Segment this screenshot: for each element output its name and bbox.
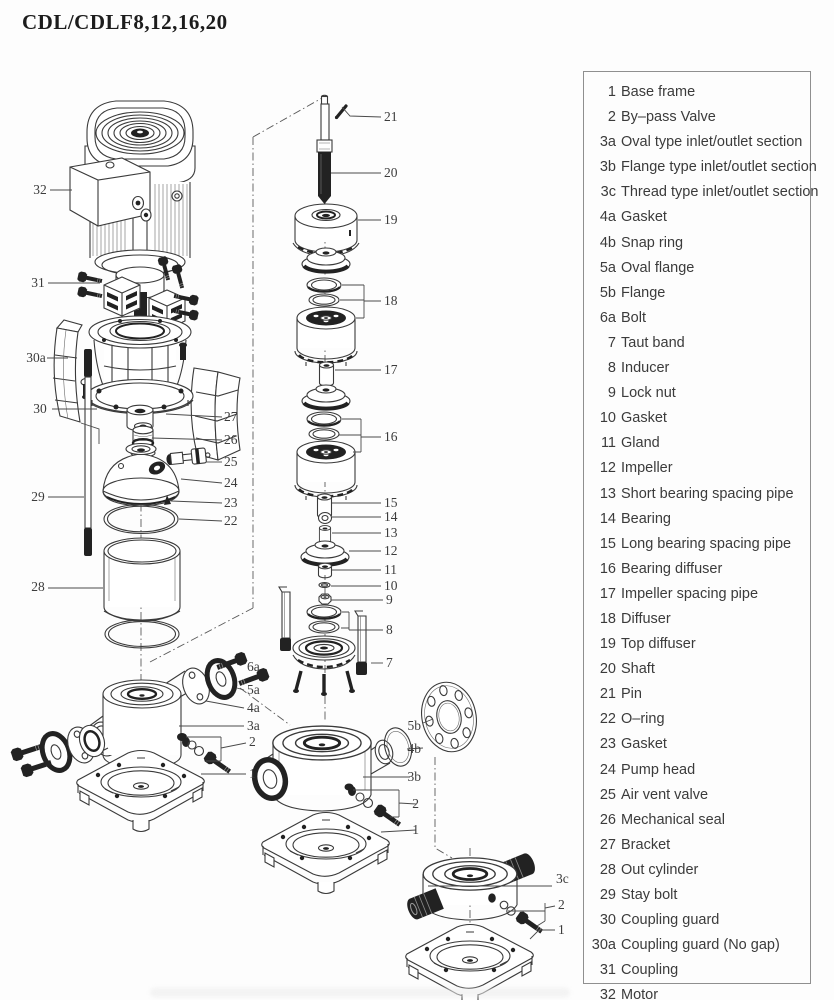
part-label: Flange: [621, 284, 666, 301]
callout-21: 21: [384, 109, 398, 124]
part-number: 3b: [599, 159, 616, 176]
part-number: 21: [599, 686, 616, 703]
part-label: Short bearing spacing pipe: [621, 485, 794, 502]
part-number: 17: [599, 585, 616, 602]
part-number: 4a: [599, 209, 616, 226]
part-number: 3a: [599, 134, 616, 151]
part-label: Oval flange: [621, 259, 695, 276]
part-label: Bolt: [621, 309, 646, 326]
parts-list-item: [584, 381, 810, 406]
callout-2: 2: [249, 734, 256, 749]
callout-24: 24: [224, 475, 238, 490]
part-number: 24: [599, 761, 616, 778]
stay-bolt-drawing: [84, 349, 92, 556]
part-number: 28: [599, 861, 616, 878]
shaft-and-pin: [317, 95, 346, 204]
parts-list-item: [584, 306, 810, 331]
parts-list-item: [584, 933, 810, 958]
lock-nut-drawing: [319, 594, 331, 604]
parts-list: [583, 71, 819, 1000]
callout-3b: 3b: [407, 769, 421, 784]
callout-27: 27: [224, 409, 238, 424]
part-number: 7: [607, 334, 616, 351]
part-label: Pump head: [621, 761, 696, 778]
parts-list-item: [584, 783, 810, 808]
part-number: 26: [599, 811, 616, 828]
parts-list-item: [584, 356, 810, 381]
part-number: 31: [599, 962, 616, 979]
part-number: 10: [599, 410, 616, 427]
part-label: Long bearing spacing pipe: [621, 535, 792, 552]
shaft-drawing: [318, 152, 331, 196]
part-label: Mechanical seal: [621, 811, 725, 828]
callout-31: 31: [31, 275, 45, 290]
gasket-10-drawing: [319, 583, 330, 588]
part-number: 5a: [599, 259, 616, 276]
callout-1: 1: [412, 822, 419, 837]
air-vent-valve-drawing: [166, 447, 211, 466]
parts-list-item: [584, 582, 810, 607]
part-label: Flange type inlet/outlet section: [621, 159, 817, 176]
part-label: Bearing: [621, 510, 671, 527]
parts-list-item: [584, 808, 810, 833]
callout-14: 14: [384, 509, 398, 524]
part-number: 32: [599, 987, 616, 1000]
terminal-box: [70, 158, 151, 226]
part-number: 2: [607, 109, 616, 126]
oval-inlet-section-assembly: [10, 651, 270, 831]
base-frame-left: [77, 751, 205, 832]
thread-inlet-section-assembly: [405, 851, 546, 1000]
part-label: Gasket: [621, 209, 667, 226]
callout-25: 25: [224, 454, 238, 469]
part-number: 9: [607, 385, 616, 402]
callout-9: 9: [386, 592, 393, 607]
callout-30a: 30a: [26, 350, 46, 365]
parts-list-item: [584, 532, 810, 557]
part-label: Gasket: [621, 736, 667, 753]
callout-28: 28: [31, 579, 45, 594]
parts-list-item: [584, 256, 810, 281]
parts-list-item: [584, 908, 810, 933]
callout-6a: 6a: [247, 659, 260, 674]
flange-section-body: [250, 726, 395, 811]
callout-1: 1: [249, 766, 256, 781]
parts-list-item: [584, 682, 810, 707]
part-number: 30: [599, 912, 616, 929]
part-number: 19: [599, 636, 616, 653]
callout-1: 1: [558, 922, 565, 937]
callout-15: 15: [384, 495, 398, 510]
part-label: Bracket: [621, 836, 671, 853]
page-title: CDL/CDLF8,12,16,20: [22, 10, 228, 34]
callout-29: 29: [31, 489, 45, 504]
part-label: By–pass Valve: [621, 109, 716, 126]
parts-list-item: [584, 883, 810, 908]
callout-23: 23: [224, 495, 238, 510]
part-label: Coupling guard (No gap): [621, 937, 780, 954]
callout-18: 18: [384, 293, 398, 308]
parts-list-item: [584, 507, 810, 532]
part-label: Bearing diffuser: [621, 560, 723, 577]
callout-26: 26: [224, 432, 238, 447]
parts-list-item: [584, 130, 810, 155]
part-label: Out cylinder: [621, 861, 699, 878]
flange-5b: [415, 677, 482, 757]
part-number: 20: [599, 661, 616, 678]
callout-2: 2: [412, 796, 419, 811]
parts-list-item: [584, 858, 810, 883]
callout-22: 22: [224, 513, 238, 528]
callout-8: 8: [386, 622, 393, 637]
callout-3c: 3c: [556, 871, 569, 886]
parts-list-item: [584, 657, 810, 682]
callout-11: 11: [384, 562, 397, 577]
callout-5b: 5b: [407, 718, 421, 733]
part-label: Gland: [621, 435, 660, 452]
callout-32: 32: [33, 182, 47, 197]
callout-20: 20: [384, 165, 398, 180]
parts-list-item: [584, 758, 810, 783]
part-label: Oval type inlet/outlet section: [621, 134, 803, 151]
callout-2: 2: [558, 897, 565, 912]
callout-10: 10: [384, 578, 398, 593]
part-number: 8: [607, 360, 616, 377]
part-number: 12: [599, 460, 616, 477]
parts-list-item: [584, 607, 810, 632]
parts-list-item: [584, 482, 810, 507]
part-number: 5b: [599, 284, 616, 301]
part-label: Taut band: [621, 334, 685, 351]
parts-list-item: [584, 557, 810, 582]
part-label: O–ring: [621, 711, 665, 728]
parts-list-item: [584, 406, 810, 431]
cylinder-o-ring: [105, 620, 179, 648]
part-number: 13: [599, 485, 616, 502]
part-number: 11: [600, 435, 616, 452]
part-label: Pin: [621, 686, 642, 703]
parts-list-item: [584, 983, 810, 1000]
part-label: Thread type inlet/outlet section: [621, 184, 819, 201]
part-label: Base frame: [621, 84, 696, 100]
parts-list-item: [584, 632, 810, 657]
part-label: Gasket: [621, 410, 667, 427]
parts-list-item: [584, 958, 810, 983]
part-label: Coupling: [621, 962, 679, 979]
parts-list-item: [584, 231, 810, 256]
lifting-eye: [172, 191, 182, 201]
callout-5a: 5a: [247, 682, 260, 697]
parts-list-item: [584, 105, 810, 130]
part-number: 15: [599, 535, 616, 552]
part-number: 27: [599, 836, 616, 853]
bearing-drawing: [319, 513, 332, 524]
parts-list-item: [584, 833, 810, 858]
callout-16: 16: [384, 429, 398, 444]
part-label: Motor: [621, 987, 659, 1000]
callout-3a: 3a: [247, 718, 260, 733]
part-label: Stay bolt: [621, 887, 678, 903]
part-number: 18: [599, 610, 616, 627]
part-label: Air vent valve: [621, 786, 709, 803]
part-number: 4b: [599, 234, 616, 251]
callout-7: 7: [386, 655, 393, 670]
parts-list-item: [584, 431, 810, 456]
part-label: Top diffuser: [621, 636, 696, 653]
part-label: Coupling guard: [621, 912, 720, 929]
coupling-guard-left: [53, 320, 82, 422]
part-label: Diffuser: [621, 610, 671, 627]
parts-list-item: [584, 331, 810, 356]
callout-30: 30: [33, 401, 47, 416]
callout-12: 12: [384, 543, 398, 558]
callout-17: 17: [384, 362, 398, 377]
part-number: 1: [607, 84, 616, 100]
scan-smudge: [150, 988, 570, 997]
part-number: 22: [599, 711, 616, 728]
part-label: Shaft: [621, 661, 655, 678]
part-label: Inducer: [621, 360, 670, 377]
out-cylinder-drawing: [104, 538, 180, 648]
part-number: 6a: [599, 309, 616, 326]
parts-list-item: [584, 732, 810, 757]
bracket-drawing: [87, 316, 193, 431]
part-label: Impeller: [621, 460, 673, 477]
pin-drawing: [337, 106, 346, 117]
parts-list-item: [584, 155, 817, 180]
part-number: 16: [599, 560, 616, 577]
part-number: 23: [599, 736, 616, 753]
part-label: Lock nut: [621, 385, 676, 402]
callout-4a: 4a: [247, 700, 260, 715]
part-number: 3c: [600, 184, 616, 201]
parts-list-item: [584, 205, 810, 230]
part-number: 25: [599, 786, 616, 803]
part-number: 29: [599, 887, 616, 903]
callout-19: 19: [384, 212, 398, 227]
part-label: Impeller spacing pipe: [621, 585, 759, 602]
callout-13: 13: [384, 525, 398, 540]
parts-list-item: [584, 707, 810, 732]
parts-list-item: [584, 281, 810, 306]
part-label: Snap ring: [621, 234, 684, 251]
parts-list-item: [584, 80, 810, 105]
base-frame-middle: [262, 813, 390, 894]
callout-4b: 4b: [407, 741, 421, 756]
part-number: 30a: [591, 937, 616, 954]
part-number: 14: [599, 510, 616, 527]
parts-list-item: [584, 180, 819, 205]
parts-list-item: [584, 456, 810, 481]
